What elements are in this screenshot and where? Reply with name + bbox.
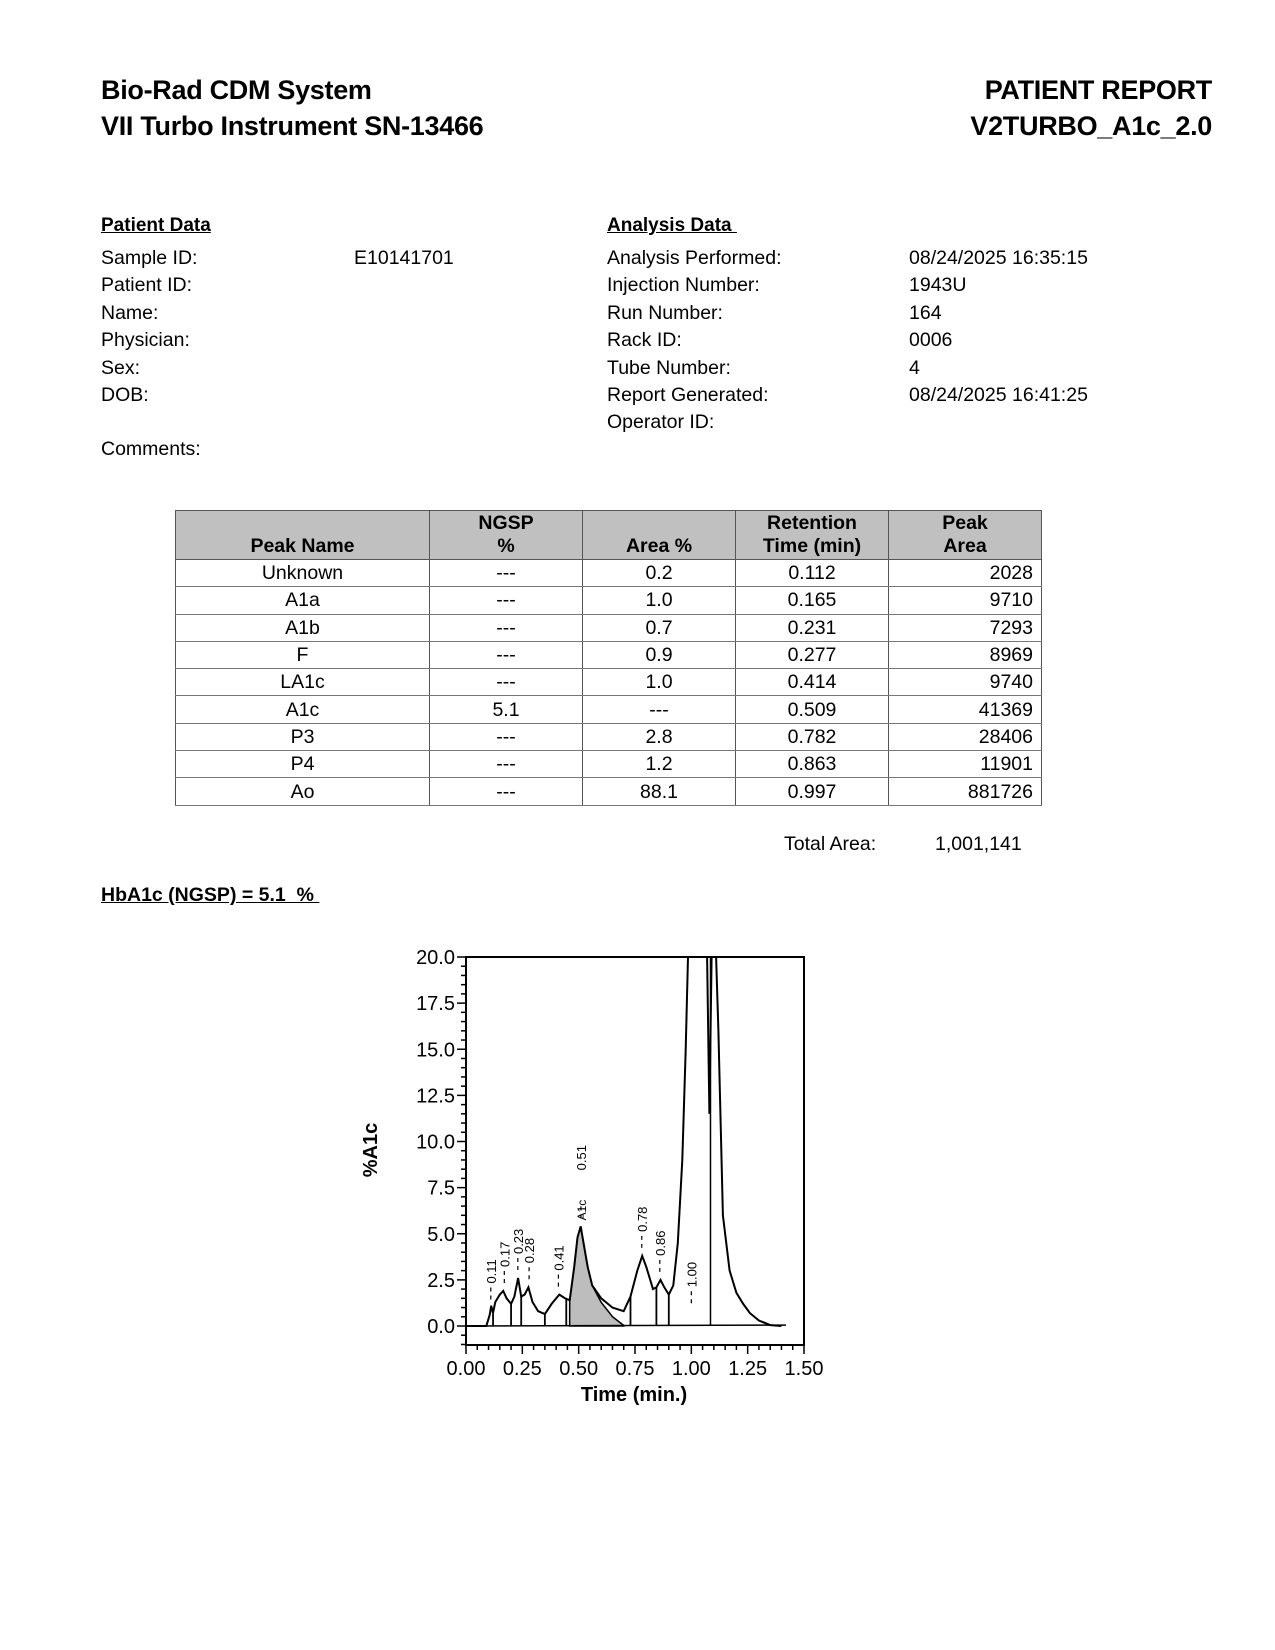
- field-label: Analysis Performed:: [607, 247, 782, 269]
- field-value: 164: [909, 301, 942, 324]
- table-row: [176, 696, 1042, 723]
- system-name: Bio-Rad CDM System: [101, 75, 372, 105]
- x-axis-label: Time (min.): [580, 1384, 688, 1406]
- field-row: [607, 272, 1167, 299]
- table-cell: 11901: [889, 751, 1042, 778]
- table-cell: 5.1: [430, 696, 583, 723]
- total-area-value: 1,001,141: [935, 833, 1022, 855]
- y-tick-label: 20.0: [416, 947, 455, 969]
- field-label: Name:: [101, 301, 159, 324]
- field-row: [607, 245, 1167, 272]
- peak-label: 0.23: [510, 1228, 526, 1255]
- column-header-line: Peak: [942, 512, 988, 534]
- table-row: [176, 560, 1042, 587]
- table-cell: P4: [176, 751, 430, 778]
- field-row: [101, 382, 521, 409]
- instrument-name: VII Turbo Instrument SN-13466: [101, 111, 484, 141]
- peak-label: 0.78: [634, 1206, 650, 1232]
- field-value: 08/24/2025 16:35:15: [909, 247, 1088, 269]
- x-tick-label: 1.50: [784, 1358, 824, 1380]
- table-cell: 0.782: [736, 723, 889, 750]
- field-label: Operator ID:: [607, 411, 715, 434]
- table-row: [176, 614, 1042, 641]
- table-cell: ---: [430, 587, 583, 614]
- x-tick-label: 1.25: [728, 1358, 768, 1380]
- x-tick-label: 0.25: [502, 1358, 542, 1380]
- patient-data-list: [101, 245, 521, 409]
- table-cell: A1c: [176, 696, 430, 723]
- field-row: [101, 327, 521, 354]
- column-header: [889, 511, 1042, 560]
- field-value: 1943U: [909, 274, 967, 297]
- y-tick-label: 0.0: [427, 1316, 455, 1338]
- field-label: DOB:: [101, 383, 149, 406]
- analysis-data-list: [607, 245, 1167, 437]
- table-cell: 28406: [889, 723, 1042, 750]
- table-row: [176, 778, 1042, 805]
- table-cell: ---: [430, 778, 583, 805]
- table-cell: 9740: [889, 669, 1042, 696]
- table-cell: A1a: [176, 587, 430, 614]
- test-name: V2TURBO_A1c_2.0: [970, 111, 1212, 141]
- peak-label: 1.00: [684, 1261, 700, 1288]
- table-cell: 0.9: [583, 641, 736, 668]
- peak-label: 0.11: [483, 1259, 499, 1284]
- report-type: PATIENT REPORT: [984, 75, 1212, 105]
- peak-label: 0.28: [522, 1237, 538, 1264]
- field-row: [607, 382, 1167, 409]
- table-cell: P3: [176, 723, 430, 750]
- table-cell: 1.2: [583, 751, 736, 778]
- field-label: Report Generated:: [607, 383, 769, 406]
- table-cell: 9710: [889, 587, 1042, 614]
- field-row: [101, 355, 521, 382]
- field-row: [607, 300, 1167, 327]
- peak-label: 0.51: [573, 1145, 589, 1171]
- column-header-line: Area %: [625, 535, 693, 557]
- y-tick-label: 2.5: [427, 1269, 455, 1292]
- table-cell: 0.165: [736, 587, 889, 614]
- column-header: [176, 511, 430, 560]
- field-label: Sample ID:: [101, 247, 198, 269]
- total-area-label: Total Area:: [784, 833, 877, 855]
- field-row: [101, 272, 521, 299]
- y-tick-label: 7.5: [427, 1177, 455, 1200]
- field-label: Tube Number:: [607, 356, 731, 379]
- field-row: [101, 245, 521, 272]
- table-cell: ---: [430, 614, 583, 641]
- table-cell: 0.231: [736, 614, 889, 641]
- field-row: [607, 355, 1167, 382]
- field-value: E10141701: [354, 247, 454, 269]
- peak-table-header: [176, 511, 1042, 560]
- table-row: [176, 751, 1042, 778]
- report-header-left: [101, 72, 483, 144]
- baseline: [466, 1325, 786, 1326]
- y-tick-label: 15.0: [416, 1039, 455, 1062]
- field-row: [607, 409, 1167, 436]
- column-header: [736, 511, 889, 560]
- y-tick-label: 5.0: [427, 1223, 455, 1246]
- table-cell: Unknown: [176, 560, 430, 587]
- patient-data-title: Patient Data: [101, 215, 211, 236]
- table-cell: 0.112: [736, 560, 889, 587]
- peak-label: 0.41: [551, 1245, 567, 1271]
- field-label: Physician:: [101, 329, 190, 352]
- table-cell: 2028: [889, 560, 1042, 587]
- field-row: [101, 300, 521, 327]
- analysis-data-title: Analysis Data: [607, 215, 737, 236]
- table-cell: 0.997: [736, 778, 889, 805]
- table-cell: 0.2: [583, 560, 736, 587]
- table-cell: F: [176, 641, 430, 668]
- field-value: 4: [909, 356, 920, 379]
- table-cell: 881726: [889, 778, 1042, 805]
- field-value: 0006: [909, 329, 953, 352]
- table-cell: Ao: [176, 778, 430, 805]
- comments-label: Comments:: [101, 438, 201, 460]
- column-header-line: Peak Name: [250, 535, 355, 557]
- column-header: [583, 511, 736, 560]
- chromatogram-line: [466, 957, 782, 1326]
- x-tick-label: 0.75: [615, 1358, 655, 1380]
- report-header-right: [970, 72, 1212, 144]
- field-label: Sex:: [101, 356, 141, 379]
- field-label: Injection Number:: [607, 274, 760, 297]
- field-label: Rack ID:: [607, 329, 682, 352]
- peak-label: 0.86: [652, 1230, 668, 1256]
- field-label: Patient ID:: [101, 274, 193, 297]
- table-cell: ---: [430, 751, 583, 778]
- y-axis-label: %A1c: [360, 1122, 382, 1178]
- y-tick-label: 17.5: [416, 993, 455, 1016]
- table-cell: ---: [430, 560, 583, 587]
- column-header: [430, 511, 583, 560]
- peak-label: 0.17: [497, 1241, 513, 1267]
- table-cell: A1b: [176, 614, 430, 641]
- x-tick-label: 0.50: [559, 1358, 599, 1380]
- table-cell: ---: [430, 723, 583, 750]
- table-cell: 0.7: [583, 614, 736, 641]
- hba1c-result: HbA1c (NGSP) = 5.1 %: [101, 884, 320, 906]
- field-label: Run Number:: [607, 301, 723, 324]
- table-cell: 1.0: [583, 587, 736, 614]
- table-row: [176, 641, 1042, 668]
- table-row: [176, 587, 1042, 614]
- a1c-peak-name: A1c: [574, 1199, 589, 1221]
- column-header-line: %: [497, 535, 515, 557]
- table-cell: 8969: [889, 641, 1042, 668]
- table-cell: 88.1: [583, 778, 736, 805]
- column-header-line: [583, 512, 735, 535]
- table-cell: 2.8: [583, 723, 736, 750]
- x-tick-label: 1.00: [671, 1358, 711, 1380]
- table-cell: ---: [583, 696, 736, 723]
- y-tick-label: 10.0: [416, 1131, 455, 1154]
- table-cell: 1.0: [583, 669, 736, 696]
- column-header-line: Retention: [767, 512, 857, 534]
- column-header-line: Area: [943, 535, 987, 557]
- table-row: [176, 723, 1042, 750]
- x-tick-label: 0.00: [446, 1358, 486, 1380]
- table-cell: LA1c: [176, 669, 430, 696]
- table-cell: 7293: [889, 614, 1042, 641]
- table-row: [176, 669, 1042, 696]
- column-header-line: Time (min): [762, 535, 862, 557]
- chromatogram-chart: [340, 930, 840, 1420]
- column-header-line: [176, 512, 429, 535]
- y-tick-label: 12.5: [416, 1085, 455, 1108]
- peak-table: [175, 510, 1042, 806]
- field-value: 08/24/2025 16:41:25: [909, 383, 1088, 406]
- field-row: [607, 327, 1167, 354]
- column-header-line: NGSP: [478, 512, 534, 534]
- table-cell: 0.509: [736, 696, 889, 723]
- table-cell: 41369: [889, 696, 1042, 723]
- table-cell: 0.863: [736, 751, 889, 778]
- table-cell: 0.414: [736, 669, 889, 696]
- table-cell: ---: [430, 641, 583, 668]
- table-cell: 0.277: [736, 641, 889, 668]
- table-cell: ---: [430, 669, 583, 696]
